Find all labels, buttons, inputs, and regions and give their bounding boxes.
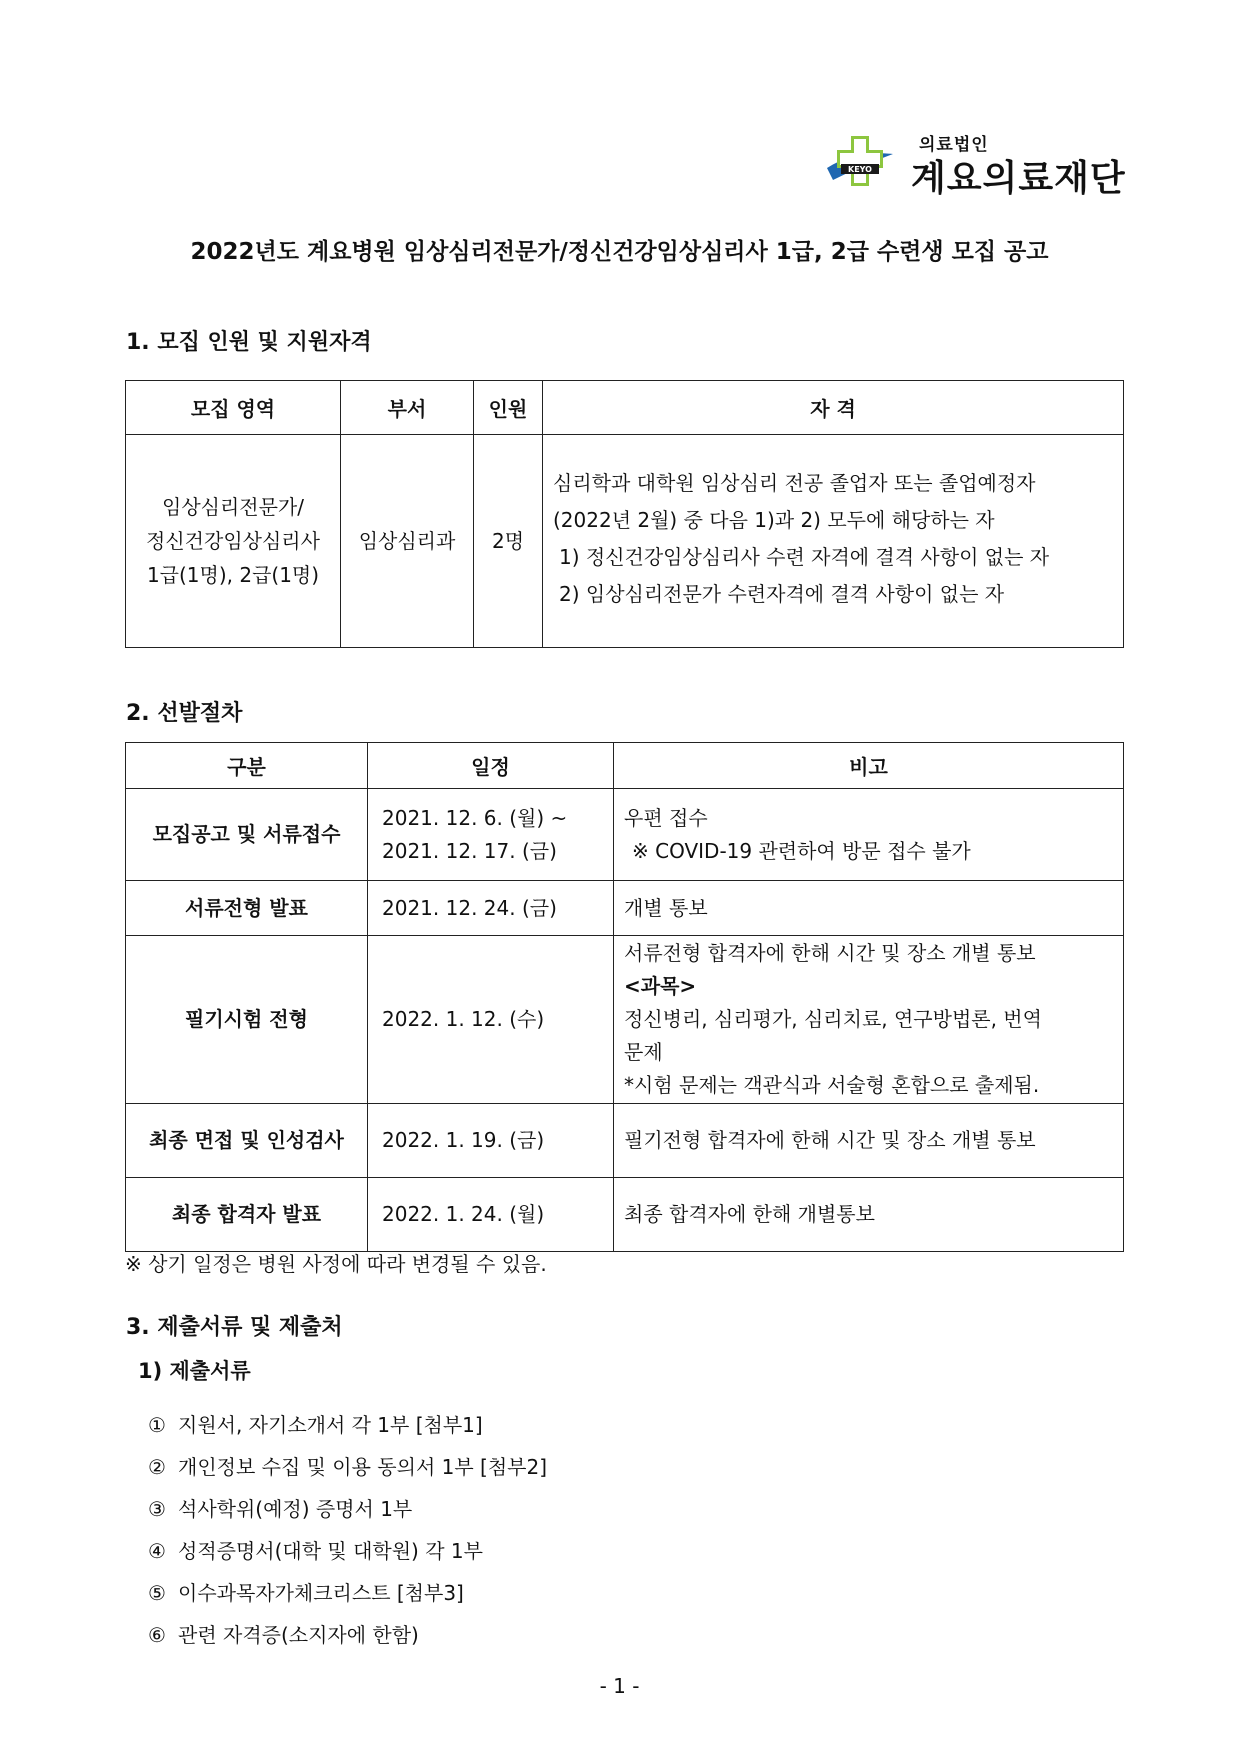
qualification-line: (2022년 2월) 중 다음 1)과 2) 모두에 해당하는 자	[553, 508, 995, 532]
required-documents-heading: 1) 제출서류	[138, 1359, 251, 1383]
foundation-logo	[825, 130, 1126, 199]
header-dept: 부서	[341, 381, 474, 435]
qualification-line: 심리학과 대학원 임상심리 전공 졸업자 또는 졸업예정자	[553, 471, 1036, 495]
logo-name: 계요의료재단	[911, 158, 1126, 199]
qualification-line: 2) 임상심리전문가 수련자격에 결격 사항이 없는 자	[559, 582, 1005, 606]
stage-note: 최종 합격자에 한해 개별통보	[614, 1178, 1124, 1252]
medical-cross-logo-icon	[825, 134, 895, 190]
list-item	[148, 1572, 547, 1614]
page-number: - 1 -	[599, 1674, 640, 1698]
section-2-heading: 2. 선발절차	[126, 701, 243, 726]
document-title: 2022년도 계요병원 임상심리전문가/정신건강임상심리사 1급, 2급 수련생 모집 공고	[190, 239, 1049, 265]
item-number: ②	[148, 1455, 166, 1479]
date-line: 2021. 12. 6. (월) ~	[382, 805, 568, 830]
note-line: 문제	[624, 1040, 663, 1064]
table-row	[126, 435, 1124, 648]
item-text: 지원서, 자기소개서 각 1부 [첨부1]	[178, 1413, 483, 1437]
header-category: 구분	[126, 743, 368, 789]
item-text: 성적증명서(대학 및 대학원) 각 1부	[178, 1539, 483, 1563]
stage-date	[368, 789, 614, 881]
item-number: ⑤	[148, 1581, 166, 1605]
stage-date: 2022. 1. 19. (금)	[368, 1104, 614, 1178]
item-number: ④	[148, 1539, 166, 1563]
logo-subtitle: 의료법인	[919, 135, 989, 155]
item-number: ⑥	[148, 1623, 166, 1647]
list-item	[148, 1446, 547, 1488]
list-item	[148, 1530, 547, 1572]
list-item	[148, 1614, 547, 1656]
qualification-line: 1) 정신건강임상심리사 수련 자격에 결격 사항이 없는 자	[559, 545, 1050, 569]
dept-cell: 임상심리과	[341, 435, 474, 648]
header-schedule: 일정	[368, 743, 614, 789]
stage-label: 최종 합격자 발표	[126, 1178, 368, 1252]
item-number: ①	[148, 1413, 166, 1437]
selection-schedule-table	[125, 742, 1124, 1252]
section-3-heading: 3. 제출서류 및 제출처	[126, 1315, 343, 1340]
item-text: 개인정보 수집 및 이용 동의서 1부 [첨부2]	[178, 1455, 547, 1479]
note-line: 서류전형 합격자에 한해 시간 및 장소 개별 통보	[624, 941, 1036, 965]
table-row	[126, 1104, 1124, 1178]
area-cell	[126, 435, 341, 648]
stage-note: 개별 통보	[614, 881, 1124, 936]
date-line: 2021. 12. 17. (금)	[382, 838, 557, 863]
required-documents-list	[148, 1404, 547, 1656]
list-item	[148, 1404, 547, 1446]
header-area: 모집 영역	[126, 381, 341, 435]
header-count: 인원	[474, 381, 543, 435]
item-text: 이수과목자가체크리스트 [첨부3]	[178, 1581, 464, 1605]
section-1-heading: 1. 모집 인원 및 지원자격	[126, 330, 372, 355]
count-cell: 2명	[474, 435, 543, 648]
note-line: ※ COVID-19 관련하여 방문 접수 불가	[632, 838, 971, 863]
logo-mark-text: KEYO	[848, 165, 872, 174]
qualification-cell	[543, 435, 1124, 648]
note-line: 우편 접수	[624, 805, 708, 830]
table-row	[126, 881, 1124, 936]
item-text: 석사학위(예정) 증명서 1부	[178, 1497, 413, 1521]
stage-date: 2021. 12. 24. (금)	[368, 881, 614, 936]
stage-date: 2022. 1. 12. (수)	[368, 936, 614, 1104]
area-line: 임상심리전문가/	[162, 495, 304, 519]
area-line: 정신건강임상심리사	[146, 529, 320, 553]
table-header-row	[126, 381, 1124, 435]
stage-label: 모집공고 및 서류접수	[126, 789, 368, 881]
stage-label: 최종 면접 및 인성검사	[126, 1104, 368, 1178]
item-text: 관련 자격증(소지자에 한함)	[178, 1623, 419, 1647]
item-number: ③	[148, 1497, 166, 1521]
schedule-footnote: ※ 상기 일정은 병원 사정에 따라 변경될 수 있음.	[125, 1252, 547, 1276]
table-row	[126, 1178, 1124, 1252]
stage-note: 필기전형 합격자에 한해 시간 및 장소 개별 통보	[614, 1104, 1124, 1178]
table-row	[126, 936, 1124, 1104]
stage-label: 필기시험 전형	[126, 936, 368, 1104]
note-line: 정신병리, 심리평가, 심리치료, 연구방법론, 번역	[624, 1007, 1042, 1031]
header-qualification: 자 격	[543, 381, 1124, 435]
table-row	[126, 789, 1124, 881]
list-item	[148, 1488, 547, 1530]
area-line: 1급(1명), 2급(1명)	[146, 563, 320, 587]
header-remarks: 비고	[614, 743, 1124, 789]
stage-note	[614, 789, 1124, 881]
table-header-row	[126, 743, 1124, 789]
recruitment-table	[125, 380, 1124, 648]
note-line: *시험 문제는 객관식과 서술형 혼합으로 출제됨.	[624, 1073, 1040, 1097]
stage-date: 2022. 1. 24. (월)	[368, 1178, 614, 1252]
stage-note	[614, 936, 1124, 1104]
note-line: <과목>	[624, 974, 697, 998]
stage-label: 서류전형 발표	[126, 881, 368, 936]
